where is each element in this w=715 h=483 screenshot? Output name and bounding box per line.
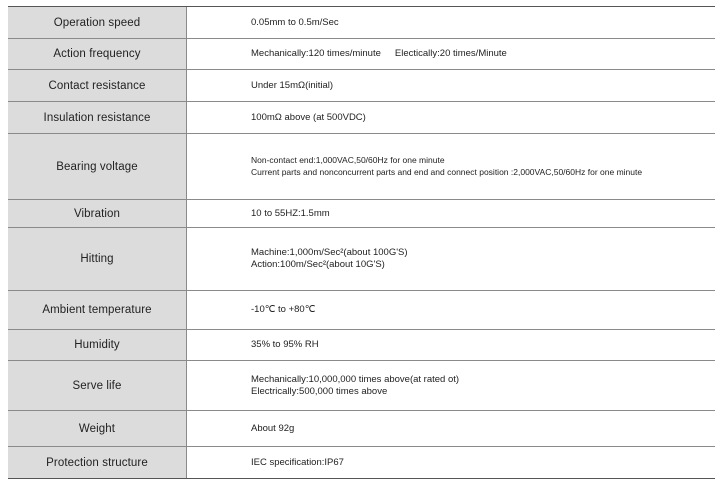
- value-line: Action:100m/Sec²(about 10G'S): [251, 259, 385, 270]
- table-row: [8, 228, 715, 291]
- table-row: [8, 134, 715, 200]
- value-part: Mechanically:120 times/minute: [251, 48, 381, 59]
- value-line: About 92g: [251, 422, 295, 434]
- row-label: Insulation resistance: [8, 102, 187, 133]
- row-value: [187, 330, 715, 360]
- row-value: [187, 361, 715, 410]
- value-line: Non-contact end:1,000VAC,50/60Hz for one minute: [251, 155, 445, 165]
- value-line: 10 to 55HZ:1.5mm: [251, 207, 330, 219]
- table-row: [8, 200, 715, 228]
- value-line: [251, 48, 715, 60]
- table-row: [8, 102, 715, 134]
- row-label: Contact resistance: [8, 70, 187, 101]
- value-line: Under 15mΩ(initial): [251, 79, 334, 91]
- table-row: [8, 7, 715, 39]
- value-line: Current parts and nonconcurrent parts and end and connect position :2,000VAC,50/60Hz for one minute: [251, 166, 643, 177]
- table-row: [8, 291, 715, 330]
- row-label: Operation speed: [8, 7, 187, 38]
- value-line: -10℃ to +80℃: [251, 304, 316, 315]
- row-value: [187, 411, 715, 446]
- row-label: Ambient temperature: [8, 291, 187, 329]
- row-value: [187, 70, 715, 101]
- row-label: Bearing voltage: [8, 134, 187, 199]
- row-value: [187, 7, 715, 38]
- row-label: Weight: [8, 411, 187, 446]
- table-row: [8, 39, 715, 70]
- value-line: 0.05mm to 0.5m/Sec: [251, 16, 339, 28]
- value-line: Machine:1,000m/Sec²(about 100G'S): [251, 247, 408, 258]
- row-value: [187, 134, 715, 199]
- row-label: Protection structure: [8, 447, 187, 478]
- value-line: 35% to 95% RH: [251, 339, 319, 350]
- row-label: Hitting: [8, 228, 187, 290]
- table-row: [8, 411, 715, 447]
- row-label: Vibration: [8, 200, 187, 227]
- table-row: [8, 361, 715, 411]
- row-value: [187, 447, 715, 478]
- value-line: IEC specification:IP67: [251, 456, 344, 468]
- row-value: [187, 39, 715, 69]
- row-label: Humidity: [8, 330, 187, 360]
- row-value: [187, 102, 715, 133]
- spec-table: [8, 6, 715, 479]
- table-row: [8, 70, 715, 102]
- row-value: [187, 291, 715, 329]
- table-row: [8, 447, 715, 478]
- value-line: 100mΩ above (at 500VDC): [251, 111, 366, 123]
- value-part: Electically:20 times/Minute: [394, 48, 507, 59]
- row-label: Action frequency: [8, 39, 187, 69]
- value-line: Electrically:500,000 times above: [251, 385, 388, 397]
- table-row: [8, 330, 715, 361]
- value-line: Mechanically:10,000,000 times above(at rated ot): [251, 373, 460, 385]
- row-value: [187, 200, 715, 227]
- row-value: [187, 228, 715, 290]
- row-label: Serve life: [8, 361, 187, 410]
